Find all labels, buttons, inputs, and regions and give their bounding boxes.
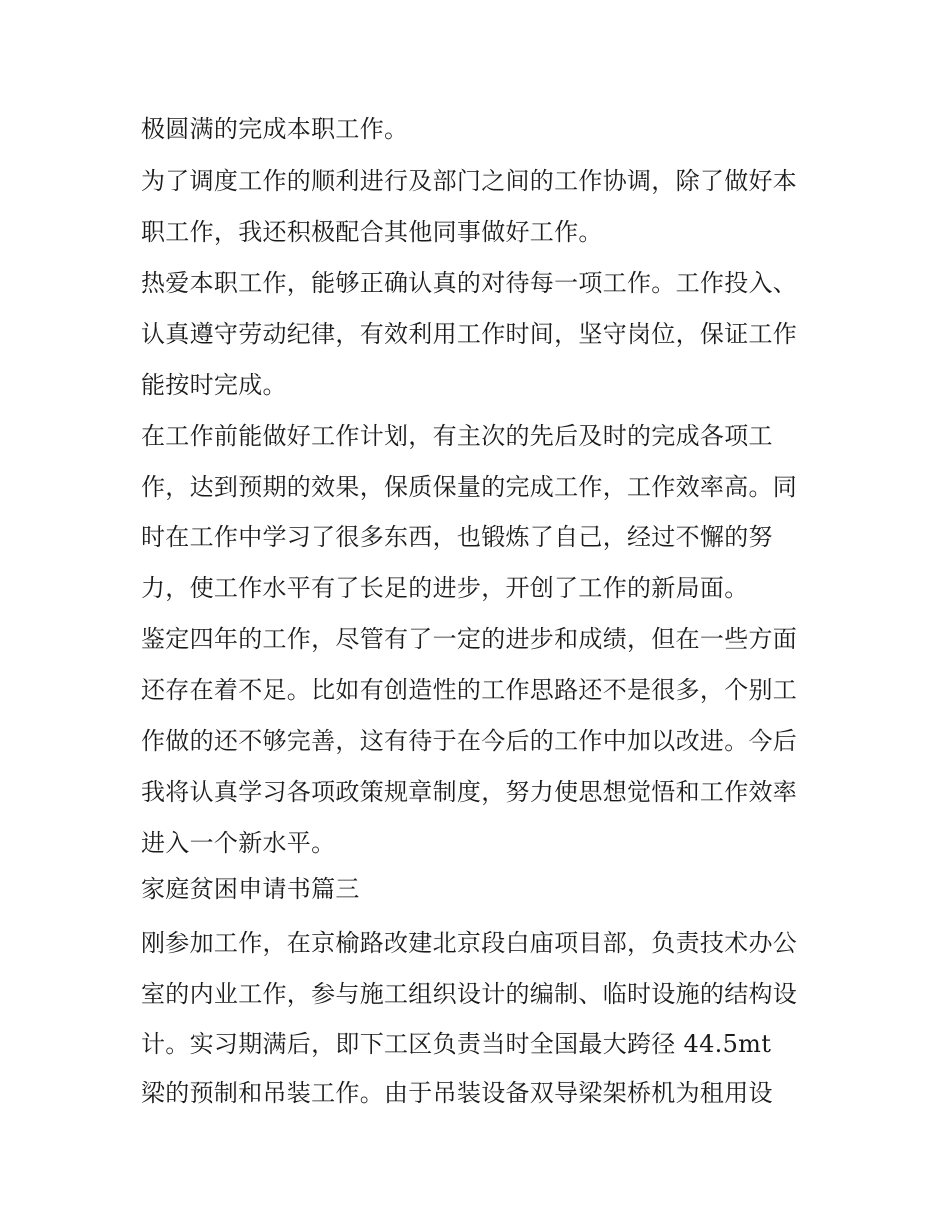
text-line: 还存在着不足。比如有创造性的工作思路还不是很多，个别工 — [141, 676, 798, 704]
text-line: 鉴定四年的工作，尽管有了一定的进步和成绩，但在一些方面 — [141, 625, 798, 653]
text-line: 在工作前能做好工作计划，有主次的先后及时的完成各项工 — [141, 422, 773, 450]
text-line: 力，使工作水平有了长足的进步，开创了工作的新局面。 — [141, 574, 749, 602]
text-line: 我将认真学习各项政策规章制度，努力使思想觉悟和工作效率 — [141, 778, 798, 806]
text-line: 职工作，我还积极配合其他同事做好工作。 — [141, 218, 603, 246]
text-line: 作，达到预期的效果，保质保量的完成工作，工作效率高。同 — [141, 473, 798, 501]
text-line: 计。实习期满后，即下工区负责当时全国最大跨径 44.5mt — [141, 1030, 772, 1058]
text-line: 认真遵守劳动纪律，有效利用工作时间，坚守岗位，保证工作 — [141, 320, 798, 348]
text-line: 刚参加工作，在京榆路改建北京段白庙项目部，负责技术办公 — [141, 929, 798, 957]
text-line: 极圆满的完成本职工作。 — [141, 115, 409, 143]
section-heading: 家庭贫困申请书篇三 — [141, 875, 360, 903]
text-line: 室的内业工作，参与施工组织设计的编制、临时设施的结构设 — [141, 980, 798, 1008]
text-line: 进入一个新水平。 — [141, 829, 336, 857]
text-line: 梁的预制和吊装工作。由于吊装设备双导梁架桥机为租用设 — [141, 1079, 773, 1107]
text-line: 时在工作中学习了很多东西，也锻炼了自己，经过不懈的努 — [141, 523, 773, 551]
text-line: 为了调度工作的顺利进行及部门之间的工作协调，除了做好本 — [141, 167, 798, 195]
text-line: 能按时完成。 — [141, 371, 287, 399]
text-line: 作做的还不够完善，这有待于在今后的工作中加以改进。今后 — [141, 727, 798, 755]
text-line: 热爱本职工作，能够正确认真的对待每一项工作。工作投入、 — [141, 269, 798, 297]
